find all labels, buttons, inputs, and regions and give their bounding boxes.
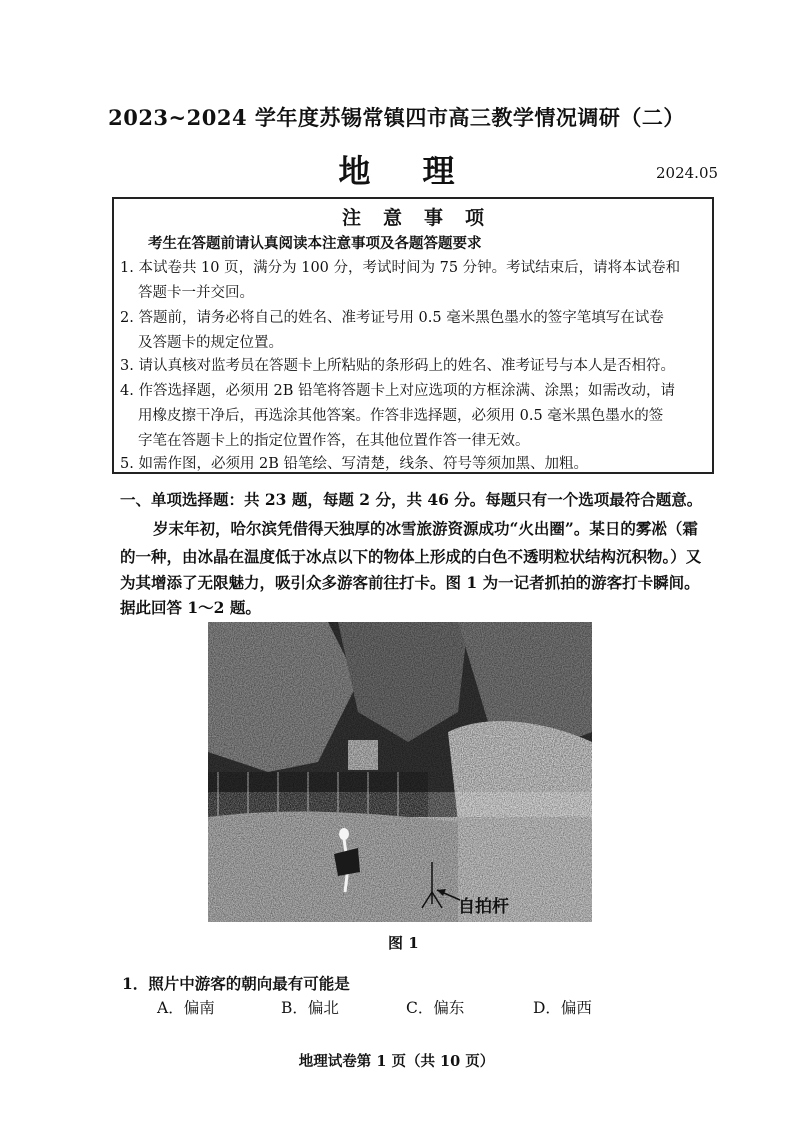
- paragraph-line: 岁末年初，哈尔滨凭借得天独厚的冰雪旅游资源成功“火出圈”。某日的雾凇（霜: [153, 519, 698, 538]
- notice-line: 字笔在答题卡上的指定位置作答，在其他位置作答一律无效。: [138, 433, 530, 449]
- question-stem: 1．照片中游客的朝向最有可能是: [122, 974, 350, 993]
- exam-title: 2023~2024 学年度苏锡常镇四市高三教学情况调研（二）: [108, 105, 685, 130]
- option-a: A．偏南: [157, 999, 215, 1017]
- notice-title: 注意事项: [341, 207, 506, 229]
- notice-line: 及答题卡的规定位置。: [138, 335, 283, 351]
- paragraph-line: 据此回答 1～2 题。: [120, 598, 261, 617]
- option-c: C．偏东: [406, 999, 465, 1017]
- frost-park-photo: [208, 622, 592, 922]
- figure-caption: 图 1: [388, 934, 419, 952]
- notice-line: 答题卡一并交回。: [138, 285, 254, 301]
- subject-title: 地理: [338, 152, 507, 190]
- section-heading: 一、单项选择题：共 23 题，每题 2 分，共 46 分。每题只有一个选项最符合题意。: [120, 490, 703, 509]
- notice-intro: 考生在答题前请认真阅读本注意事项及各题答题要求: [148, 235, 482, 252]
- notice-line: 3. 请认真核对监考员在答题卡上所粘贴的条形码上的姓名、准考证号与本人是否相符。: [120, 358, 675, 374]
- notice-line: 用橡皮擦干净后，再选涂其他答案。作答非选择题，必须用 0.5 毫米黑色墨水的签: [138, 408, 664, 424]
- notice-line: 1. 本试卷共 10 页，满分为 100 分，考试时间为 75 分钟。考试结束后，请将本试卷和: [120, 260, 681, 276]
- notice-line: 5. 如需作图，必须用 2B 铅笔绘、写清楚，线条、符号等须加黑、加粗。: [120, 456, 589, 472]
- paragraph-line: 的一种，由冰晶在温度低于冰点以下的物体上形成的白色不透明粒状结构沉积物。）又: [120, 547, 702, 566]
- selfie-stick-label: 自拍杆: [458, 897, 509, 917]
- page-footer: 地理试卷第 1 页（共 10 页）: [298, 1053, 495, 1070]
- option-b: B．偏北: [281, 999, 339, 1017]
- notice-line: 4. 作答选择题，必须用 2B 铅笔将答题卡上对应选项的方框涂满、涂黑；如需改动，请: [120, 383, 676, 399]
- paragraph-line: 为其增添了无限魅力，吸引众多游客前往打卡。图 1 为一记者抓拍的游客打卡瞬间。: [120, 573, 700, 592]
- exam-date: 2024.05: [656, 164, 719, 182]
- notice-line: 2. 答题前，请务必将自己的姓名、准考证号用 0.5 毫米黑色墨水的签字笔填写在试卷: [120, 310, 664, 326]
- option-d: D．偏西: [533, 999, 592, 1017]
- notice-box: [112, 197, 714, 474]
